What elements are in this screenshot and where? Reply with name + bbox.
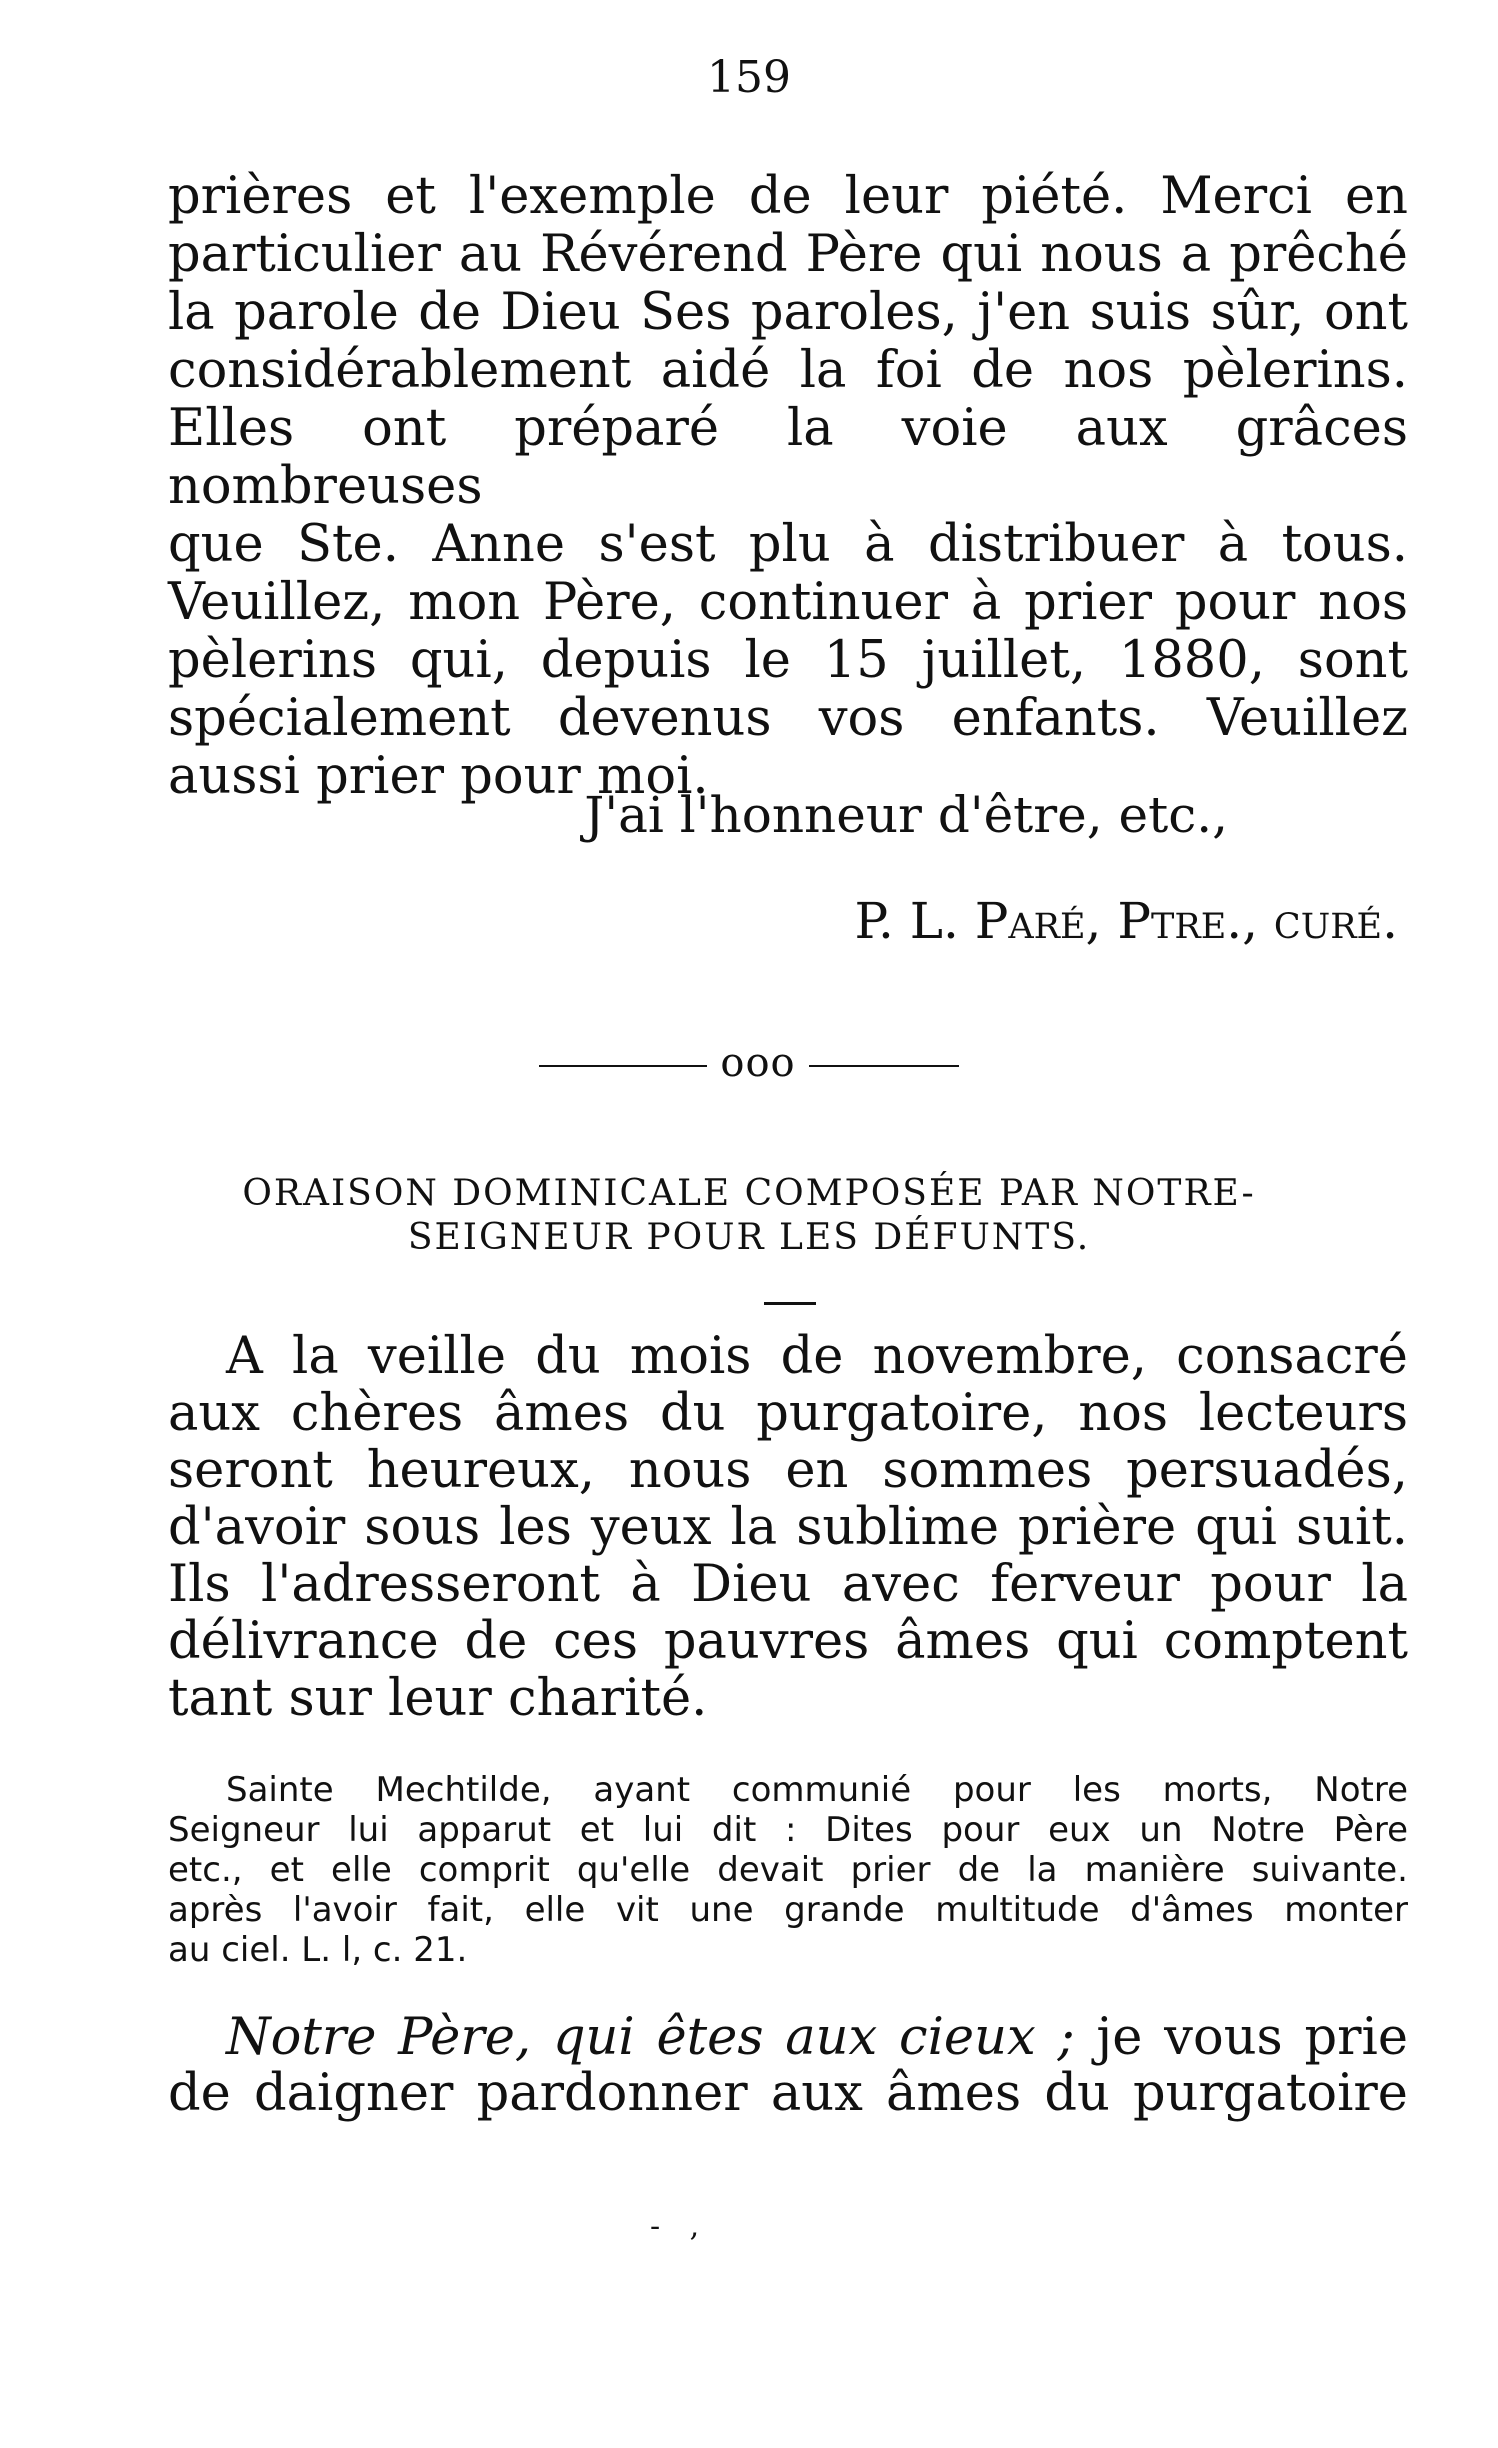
separator-ornament: ooo bbox=[720, 1040, 796, 1086]
text-line: Veuillez, mon Père, continuer à prier pour nos bbox=[168, 573, 1408, 632]
letter-paragraph bbox=[168, 168, 1408, 806]
print-marks: - , bbox=[650, 2209, 710, 2244]
body-paragraph bbox=[168, 1328, 1408, 1727]
text-line: Elles ont préparé la voie aux grâces nombreuses bbox=[168, 399, 1408, 516]
section-heading bbox=[0, 1172, 1498, 1260]
signature: P. L. Paré, Ptre., curé. bbox=[854, 892, 1398, 950]
text-line: tant sur leur charité. bbox=[168, 1669, 708, 1728]
text-line: prières et l'exemple de leur piété. Merci en bbox=[168, 167, 1408, 226]
prayer-paragraph bbox=[168, 2010, 1408, 2122]
text-line: que Ste. Anne s'est plu à distribuer à tous. bbox=[168, 515, 1408, 574]
text-line: seront heureux, nous en sommes persuadés, bbox=[168, 1441, 1408, 1500]
heading-line: ORAISON DOMINICALE COMPOSÉE PAR NOTRE- bbox=[242, 1173, 1256, 1214]
prayer-italic: Notre Père, qui êtes aux cieux ; bbox=[226, 2008, 1075, 2067]
separator-rule-left bbox=[539, 1065, 707, 1067]
separator-rule-right bbox=[809, 1065, 959, 1067]
prayer-line bbox=[168, 2010, 1408, 2066]
text-line: particulier au Révérend Père qui nous a prêché bbox=[168, 225, 1408, 284]
text-line: pèlerins qui, depuis le 15 juillet, 1880, sont bbox=[168, 631, 1408, 690]
heading-line: SEIGNEUR POUR LES DÉFUNTS. bbox=[407, 1217, 1091, 1258]
section-separator bbox=[0, 1038, 1498, 1088]
note-line: etc., et elle comprit qu'elle devait prier de la manière suivante. bbox=[168, 1850, 1408, 1890]
text-line: considérablement aidé la foi de nos pèlerins. bbox=[168, 341, 1408, 400]
text-line: aux chères âmes du purgatoire, nos lecteurs bbox=[168, 1384, 1408, 1443]
closing-formula: J'ai l'honneur d'être, etc., bbox=[584, 786, 1228, 844]
page-number: 159 bbox=[707, 52, 791, 103]
text-line: la parole de Dieu Ses paroles, j'en suis sûr, ont bbox=[168, 283, 1408, 342]
text-line: aussi prier pour moi. bbox=[168, 747, 709, 806]
text-line: A la veille du mois de novembre, consacré bbox=[226, 1327, 1408, 1386]
note-line: Sainte Mechtilde, ayant communié pour les morts, Notre bbox=[226, 1770, 1408, 1810]
text-line: délivrance de ces pauvres âmes qui comptent bbox=[168, 1612, 1408, 1671]
note-line: après l'avoir fait, elle vit une grande multitude d'âmes monter bbox=[168, 1890, 1408, 1930]
heading-rule bbox=[764, 1302, 816, 1305]
note-line: Seigneur lui apparut et lui dit : Dites pour eux un Notre Père bbox=[168, 1810, 1408, 1850]
prayer-line: de daigner pardonner aux âmes du purgatoire bbox=[168, 2064, 1408, 2123]
text-line: Ils l'adresseront à Dieu avec ferveur pour la bbox=[168, 1555, 1408, 1614]
footnote-paragraph bbox=[168, 1770, 1408, 1970]
note-line: au ciel. L. l, c. 21. bbox=[168, 1930, 468, 1970]
text-line: d'avoir sous les yeux la sublime prière qui suit. bbox=[168, 1498, 1408, 1557]
prayer-line-rest: je vous prie bbox=[1074, 2008, 1409, 2067]
text-line: spécialement devenus vos enfants. Veuillez bbox=[168, 689, 1408, 748]
